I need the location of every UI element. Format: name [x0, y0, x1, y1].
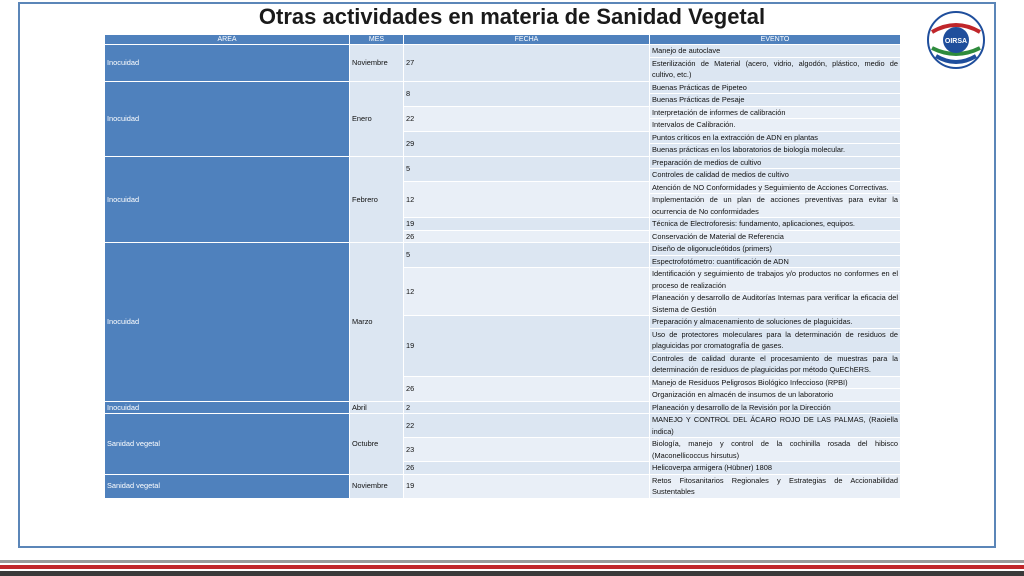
- date-cell: 19: [404, 474, 650, 498]
- event-cell: Atención de NO Conformidades y Seguimiento de Acciones Correctivas.: [650, 181, 901, 194]
- event-cell: Manejo de Residuos Peligrosos Biológico Infeccioso (RPBI): [650, 376, 901, 389]
- event-cell: Manejo de autoclave: [650, 45, 901, 58]
- page-title: Otras actividades en materia de Sanidad Vegetal: [258, 4, 766, 29]
- date-cell: 22: [404, 106, 650, 131]
- event-cell: Técnica de Electroforesis: fundamento, aplicaciones, equipos.: [650, 218, 901, 231]
- event-cell: Helicoverpa armigera (Hübner) 1808: [650, 462, 901, 475]
- event-cell: Retos Fitosanitarios Regionales y Estrategias de Accionabilidad Sustentables: [650, 474, 901, 498]
- date-cell: 19: [404, 316, 650, 377]
- event-cell: Buenas Prácticas de Pesaje: [650, 94, 901, 107]
- month-cell: Enero: [350, 81, 404, 156]
- date-cell: 8: [404, 81, 650, 106]
- event-cell: Controles de calidad de medios de cultivo: [650, 169, 901, 182]
- event-cell: Interpretación de informes de calibración: [650, 106, 901, 119]
- oirsa-logo-icon: [926, 10, 986, 70]
- event-cell: Esterilización de Material (acero, vidrio, algodón, plástico, medio de cultivo, etc.): [650, 57, 901, 81]
- area-cell: Sanidad vegetal: [105, 474, 350, 498]
- table-row: [105, 45, 901, 58]
- activities-table: [104, 34, 901, 499]
- table-header-row: [105, 35, 901, 45]
- date-cell: 29: [404, 131, 650, 156]
- header-fecha: FECHA: [404, 35, 650, 45]
- footer-stripe-red: [0, 565, 1024, 569]
- date-cell: 5: [404, 243, 650, 268]
- date-cell: 26: [404, 230, 650, 243]
- event-cell: Puntos críticos en la extracción de ADN en plantas: [650, 131, 901, 144]
- header-mes: MES: [350, 35, 404, 45]
- month-cell: Noviembre: [350, 474, 404, 498]
- event-cell: Identificación y seguimiento de trabajos y/o productos no conformes en el proceso de realización: [650, 268, 901, 292]
- footer-stripe-dark: [0, 571, 1024, 576]
- area-cell: Inocuidad: [105, 81, 350, 156]
- event-cell: Intervalos de Calibración.: [650, 119, 901, 132]
- date-cell: 26: [404, 462, 650, 475]
- event-cell: Buenas Prácticas de Pipeteo: [650, 81, 901, 94]
- date-cell: 12: [404, 181, 650, 218]
- table-row: [105, 156, 901, 169]
- date-cell: 12: [404, 268, 650, 316]
- date-cell: 26: [404, 376, 650, 401]
- month-cell: Marzo: [350, 243, 404, 402]
- event-cell: MANEJO Y CONTROL DEL ÁCARO ROJO DE LAS PALMAS, (Raoiella indica): [650, 414, 901, 438]
- event-cell: Planeación y desarrollo de la Revisión por la Dirección: [650, 401, 901, 414]
- event-cell: Buenas prácticas en los laboratorios de biología molecular.: [650, 144, 901, 157]
- month-cell: Octubre: [350, 414, 404, 475]
- table-row: [105, 243, 901, 256]
- area-cell: Inocuidad: [105, 243, 350, 402]
- logo-text: OIRSA: [944, 38, 968, 45]
- event-cell: Controles de calidad durante el procesamiento de muestras para la determinación de residuos de plaguicidas por método QuEChERS.: [650, 352, 901, 376]
- area-cell: Sanidad vegetal: [105, 414, 350, 475]
- date-cell: 27: [404, 45, 650, 82]
- header-area: AREA: [105, 35, 350, 45]
- area-cell: Inocuidad: [105, 45, 350, 82]
- table-row: [105, 474, 901, 498]
- event-cell: Preparación y almacenamiento de soluciones de plaguicidas.: [650, 316, 901, 329]
- table-row: [105, 401, 901, 414]
- event-cell: Organización en almacén de insumos de un laboratorio: [650, 389, 901, 402]
- event-cell: Espectrofotómetro: cuantificación de ADN: [650, 255, 901, 268]
- area-cell: Inocuidad: [105, 156, 350, 243]
- date-cell: 2: [404, 401, 650, 414]
- event-cell: Planeación y desarrollo de Auditorías Internas para verificar la eficacia del Sistema de Gestión: [650, 292, 901, 316]
- month-cell: Febrero: [350, 156, 404, 243]
- header-evento: EVENTO: [650, 35, 901, 45]
- event-cell: Implementación de un plan de acciones preventivas para evitar la ocurrencia de No conformidades: [650, 194, 901, 218]
- area-cell: Inocuidad: [105, 401, 350, 414]
- event-cell: Preparación de medios de cultivo: [650, 156, 901, 169]
- date-cell: 23: [404, 438, 650, 462]
- footer-bar: [0, 560, 1024, 576]
- date-cell: 22: [404, 414, 650, 438]
- event-cell: Uso de protectores moleculares para la determinación de residuos de plaguicidas por cromatografía de gases.: [650, 328, 901, 352]
- date-cell: 19: [404, 218, 650, 231]
- event-cell: Diseño de oligonucleótidos (primers): [650, 243, 901, 256]
- footer-stripe-gray: [0, 560, 1024, 563]
- table-row: [105, 414, 901, 438]
- month-cell: Noviembre: [350, 45, 404, 82]
- date-cell: 5: [404, 156, 650, 181]
- event-cell: Conservación de Material de Referencia: [650, 230, 901, 243]
- month-cell: Abril: [350, 401, 404, 414]
- table-row: [105, 81, 901, 94]
- event-cell: Biología, manejo y control de la cochinilla rosada del hibisco (Maconellicoccus hirsutus): [650, 438, 901, 462]
